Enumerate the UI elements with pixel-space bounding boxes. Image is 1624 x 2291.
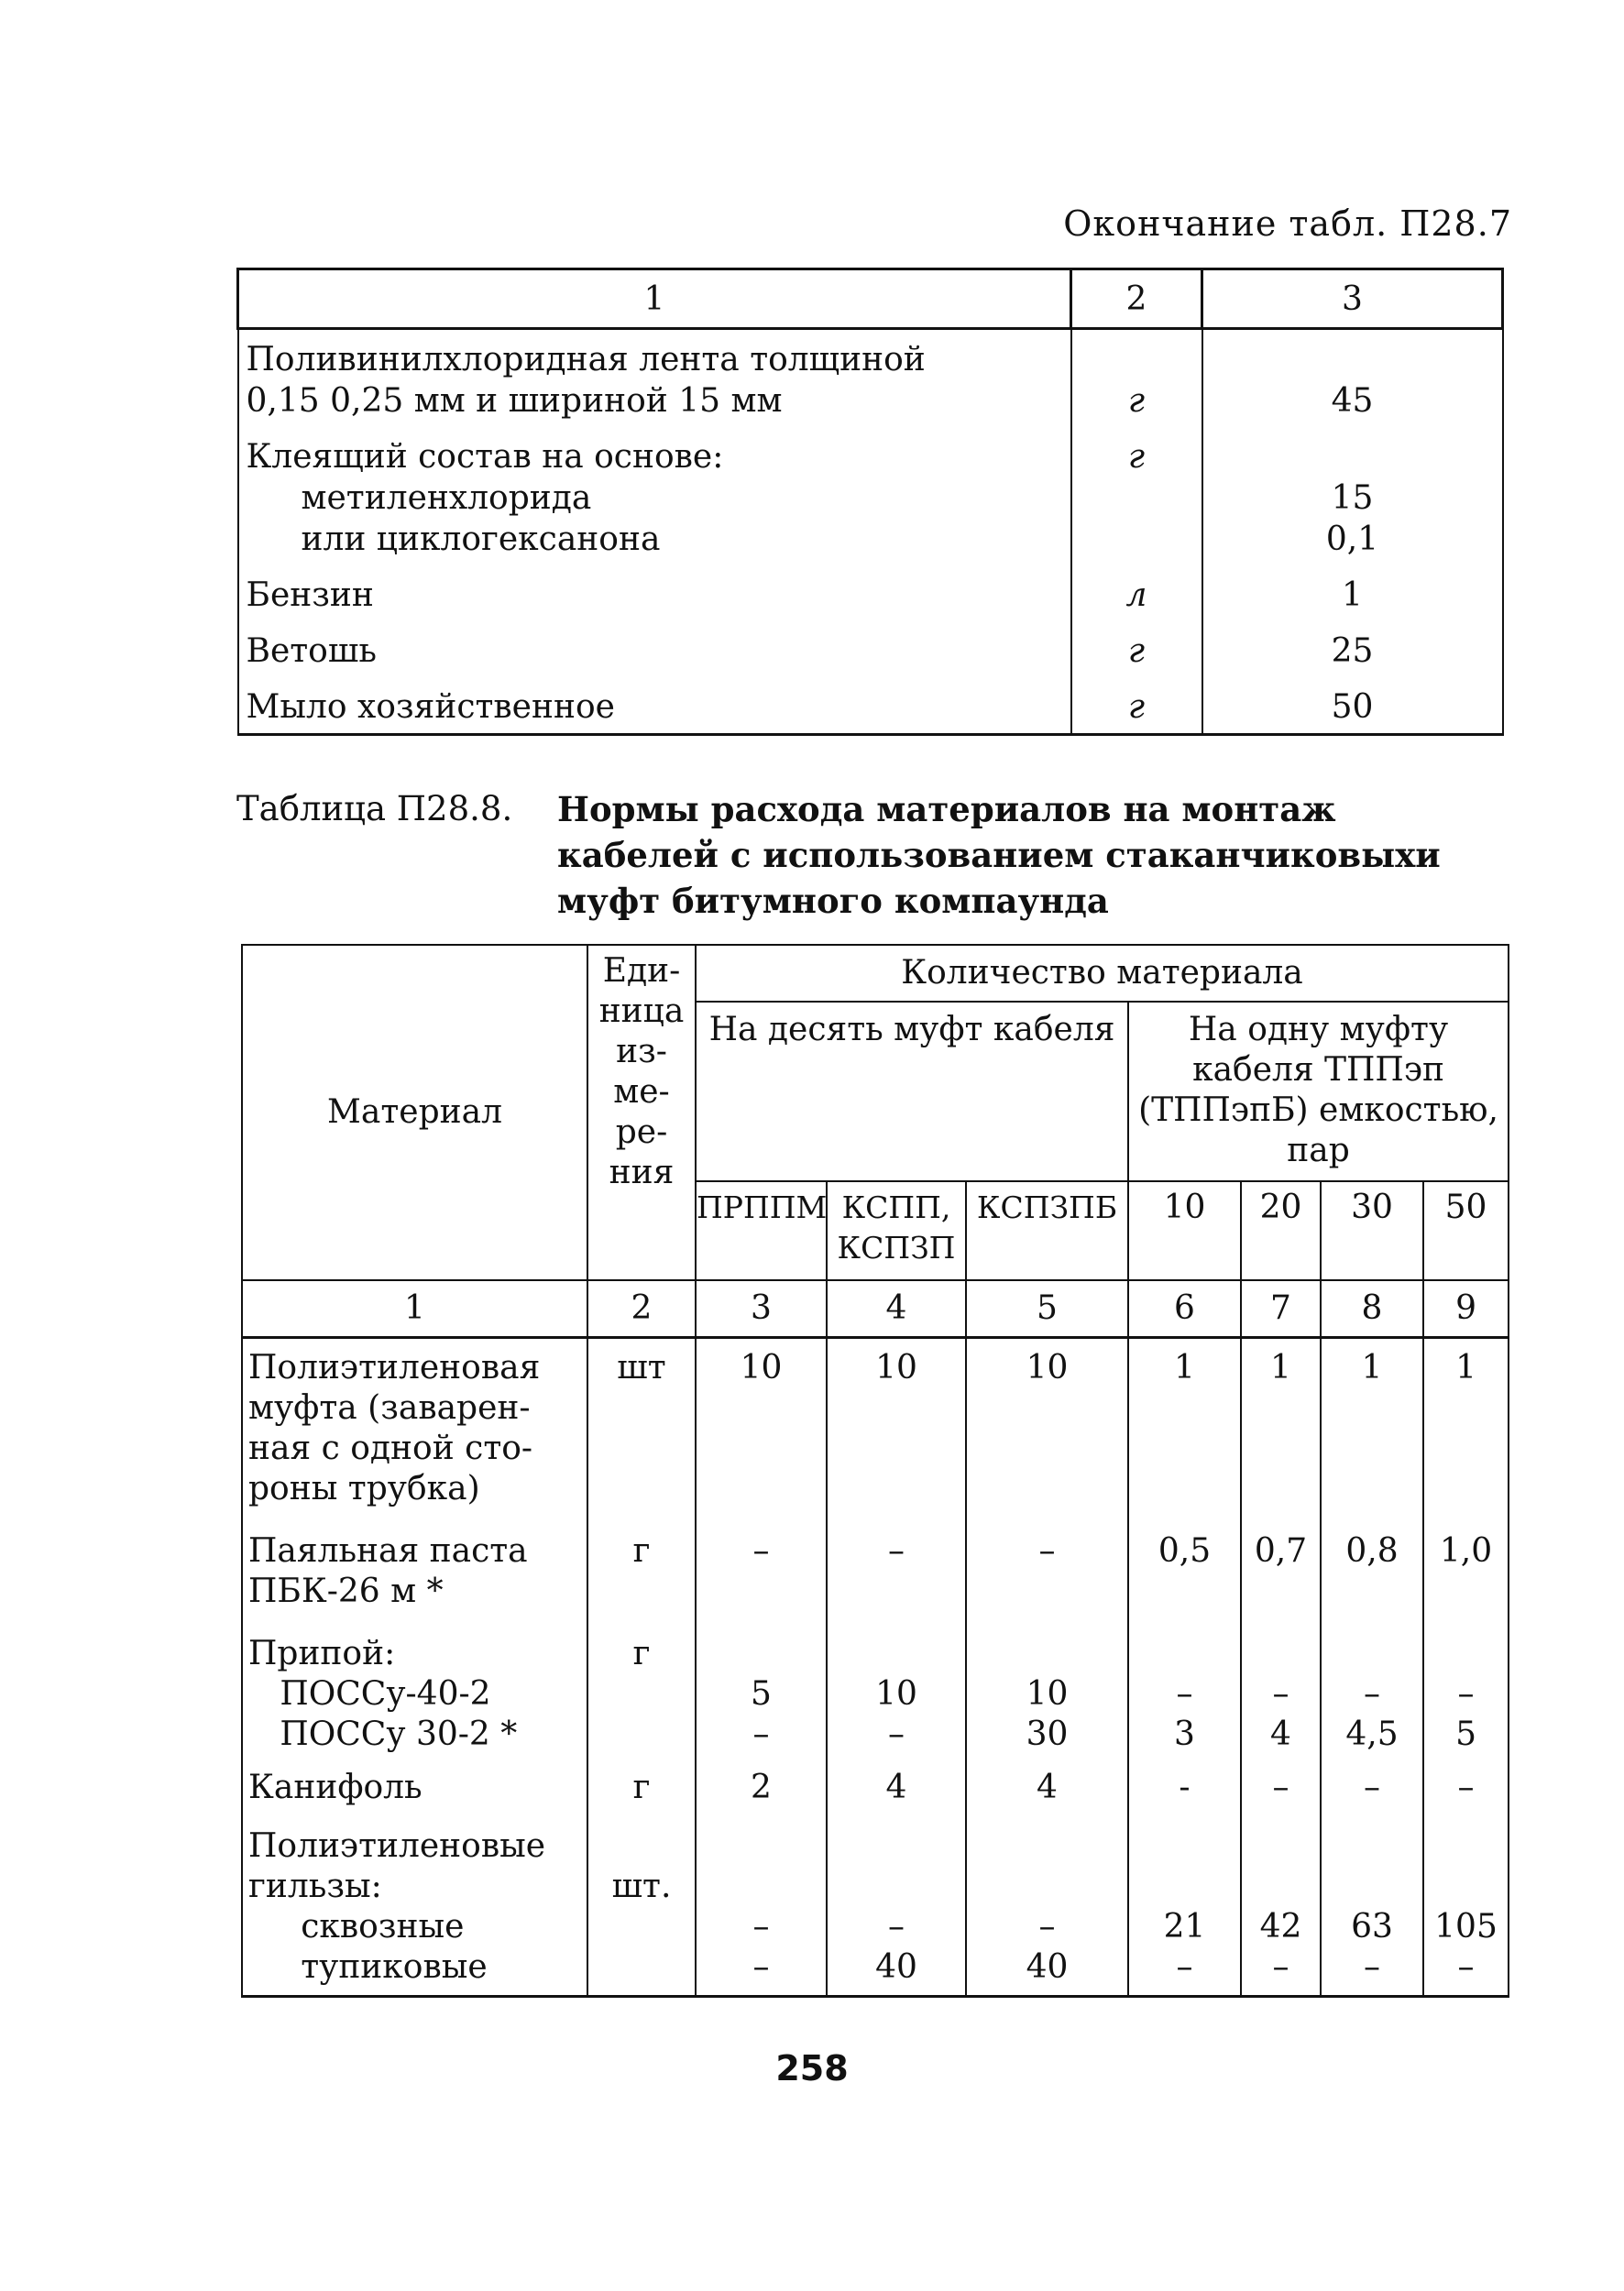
- value-text: 1: [1342, 576, 1363, 614]
- header-sub: 30: [1321, 1181, 1423, 1280]
- table2-label: Таблица П28.8.: [236, 789, 513, 828]
- column-number: 6: [1128, 1280, 1241, 1338]
- table1-row: [238, 560, 1503, 616]
- header-quantity: Количество материала: [696, 945, 1509, 1002]
- value-cell: 4: [885, 1769, 907, 1806]
- header-sub: 10: [1128, 1181, 1241, 1280]
- value-cell: 1: [1270, 1349, 1291, 1387]
- value-cell: [1322, 1634, 1422, 1674]
- row-text: метиленхлорида: [301, 479, 592, 517]
- value-text: 15: [1331, 479, 1374, 517]
- materials-table-continuation: [236, 268, 1504, 736]
- value-cell: 21: [1163, 1908, 1206, 1946]
- table2-row: [242, 1612, 1509, 1755]
- row-text: 0,15 0,25 мм и шириной 15 мм: [246, 382, 783, 420]
- value-cell: [828, 1867, 965, 1907]
- unit-text: г: [1127, 632, 1146, 670]
- value-cell: [828, 1826, 965, 1867]
- unit-text: [588, 1674, 695, 1715]
- value-cell: –: [1364, 1948, 1380, 1986]
- value-cell: [1322, 1826, 1422, 1867]
- header-unit: Еди- ница из- ме- ре- ния: [587, 945, 696, 1280]
- value-cell: [967, 1826, 1127, 1867]
- value-cell: [967, 1634, 1127, 1674]
- value-cell: [1424, 1867, 1508, 1907]
- value-cell: [697, 1867, 826, 1907]
- continuation-caption: Окончание табл. П28.7: [1063, 203, 1512, 244]
- value-cell: [1424, 1826, 1508, 1867]
- material-text: ПОССу 30-2 *: [248, 1716, 518, 1753]
- value-text: 50: [1331, 688, 1374, 726]
- table1-header-col2: 2: [1071, 269, 1202, 329]
- value-cell: 4: [1037, 1769, 1058, 1806]
- value-cell: 105: [1434, 1908, 1498, 1946]
- value-cell: -: [1179, 1769, 1191, 1806]
- material-text: Полиэтиленовая: [248, 1349, 541, 1387]
- table1-row: [238, 329, 1503, 422]
- value-cell: [697, 1826, 826, 1867]
- value-cell: [1242, 1867, 1320, 1907]
- row-text: Ветошь: [246, 632, 377, 670]
- table1-header-row: [238, 269, 1503, 329]
- unit-text: шт: [617, 1349, 666, 1387]
- value-cell: [1129, 1634, 1240, 1674]
- column-number: 9: [1423, 1280, 1509, 1338]
- table2-row: [242, 1509, 1509, 1612]
- value-cell: –: [888, 1716, 905, 1753]
- value-cell: [1322, 1867, 1422, 1907]
- value-text: 45: [1331, 382, 1374, 420]
- material-text: ПБК-26 м *: [248, 1573, 444, 1610]
- header-material: Материал: [242, 945, 587, 1280]
- value-cell: 0,8: [1345, 1532, 1399, 1570]
- column-number: 5: [966, 1280, 1128, 1338]
- value-cell: 10: [875, 1349, 917, 1387]
- value-cell: 1: [1174, 1349, 1195, 1387]
- value-cell: 2: [751, 1769, 772, 1806]
- value-text: 0,1: [1325, 521, 1379, 558]
- value-cell: –: [1272, 1948, 1289, 1986]
- value-text: [1203, 436, 1502, 477]
- unit-text: [588, 1947, 695, 1988]
- row-text: Поливинилхлоридная лента толщиной: [246, 341, 926, 378]
- table2-heading: Нормы расхода материалов на монтаж кабелей с использованием стаканчиковыхи муфт битумного компаунда: [557, 789, 1441, 921]
- value-cell: –: [1364, 1675, 1380, 1713]
- material-text: Паяльная паста: [248, 1532, 528, 1570]
- table1-header-col1: 1: [238, 269, 1071, 329]
- table1-row: [238, 616, 1503, 672]
- material-text: ная с одной сто-: [248, 1430, 533, 1467]
- value-cell: 0,7: [1254, 1532, 1308, 1570]
- value-cell: –: [752, 1948, 770, 1986]
- table2-title: [236, 786, 1510, 924]
- value-cell: [967, 1867, 1127, 1907]
- value-cell: –: [1038, 1532, 1056, 1570]
- unit-text: [588, 1715, 695, 1755]
- unit-text: л: [1125, 576, 1147, 614]
- table1-row: [238, 422, 1503, 560]
- header-sub: ПРППМ: [696, 1181, 827, 1280]
- value-cell: 10: [875, 1675, 917, 1713]
- value-cell: –: [1457, 1769, 1475, 1806]
- value-cell: 1,0: [1439, 1532, 1493, 1570]
- value-cell: 63: [1351, 1908, 1393, 1946]
- unit-text: шт.: [611, 1868, 672, 1905]
- value-cell: [828, 1634, 965, 1674]
- value-cell: 10: [740, 1349, 783, 1387]
- value-cell: [1424, 1634, 1508, 1674]
- value-cell: [1242, 1826, 1320, 1867]
- unit-text: г: [1127, 438, 1146, 476]
- value-text: 25: [1331, 632, 1374, 670]
- material-text: Полиэтиленовые: [248, 1827, 546, 1865]
- value-cell: 40: [1026, 1948, 1069, 1986]
- value-text: [1203, 339, 1502, 380]
- value-cell: –: [888, 1532, 905, 1570]
- material-text: гильзы:: [248, 1868, 382, 1905]
- column-number: 4: [827, 1280, 966, 1338]
- column-number: 1: [242, 1280, 587, 1338]
- header-sub: 50: [1423, 1181, 1509, 1280]
- value-cell: 1: [1455, 1349, 1476, 1387]
- material-text: муфта (заварен-: [248, 1389, 531, 1427]
- column-number: 8: [1321, 1280, 1423, 1338]
- value-cell: –: [1272, 1769, 1289, 1806]
- unit-text: г: [632, 1532, 651, 1570]
- material-text: роны трубка): [248, 1470, 480, 1507]
- table2-row: [242, 1808, 1509, 1997]
- unit-text: г: [1127, 382, 1146, 420]
- value-cell: 4: [1270, 1716, 1291, 1753]
- value-cell: 3: [1174, 1716, 1195, 1753]
- value-cell: 5: [1455, 1716, 1476, 1753]
- row-text: Мыло хозяйственное: [246, 688, 615, 726]
- value-cell: –: [1457, 1675, 1475, 1713]
- value-cell: –: [1176, 1948, 1193, 1986]
- table1-row: [238, 672, 1503, 735]
- value-cell: 30: [1026, 1716, 1069, 1753]
- material-text: сквозные: [248, 1908, 465, 1946]
- value-cell: [1129, 1867, 1240, 1907]
- table2-header-row: [242, 945, 1509, 1002]
- header-sub: КСПЗПБ: [966, 1181, 1128, 1280]
- value-cell: –: [1364, 1769, 1380, 1806]
- table2-row: [242, 1338, 1509, 1510]
- unit-text: г: [1127, 688, 1146, 726]
- unit-text: г: [632, 1635, 651, 1672]
- value-cell: 42: [1259, 1908, 1302, 1946]
- row-text: Клеящий состав на основе:: [246, 438, 724, 476]
- table2-row: [242, 1755, 1509, 1808]
- unit-text: [588, 1826, 695, 1867]
- column-number: 3: [696, 1280, 827, 1338]
- material-text: ПОССу-40-2: [248, 1675, 491, 1713]
- header-sub: КСПП, КСПЗП: [827, 1181, 966, 1280]
- unit-text: [588, 1907, 695, 1947]
- table1-header-col3: 3: [1202, 269, 1503, 329]
- value-cell: –: [752, 1908, 770, 1946]
- value-cell: [1129, 1826, 1240, 1867]
- value-cell: 5: [751, 1675, 772, 1713]
- column-number-row: [242, 1280, 1509, 1338]
- table2-body: [242, 1338, 1509, 1997]
- value-cell: –: [752, 1716, 770, 1753]
- unit-text: [1072, 339, 1202, 380]
- value-cell: –: [888, 1908, 905, 1946]
- value-cell: 4,5: [1345, 1716, 1399, 1753]
- unit-text: г: [632, 1769, 651, 1806]
- value-cell: 10: [1026, 1349, 1069, 1387]
- material-text: Припой:: [248, 1635, 396, 1672]
- materials-norms-table: [241, 944, 1509, 1998]
- page-number: 258: [775, 2048, 849, 2088]
- header-sub: 20: [1241, 1181, 1321, 1280]
- value-cell: 10: [1026, 1675, 1069, 1713]
- value-cell: –: [752, 1532, 770, 1570]
- value-cell: 40: [875, 1948, 917, 1986]
- value-cell: –: [1457, 1948, 1475, 1986]
- value-cell: –: [1176, 1675, 1193, 1713]
- value-cell: –: [1038, 1908, 1056, 1946]
- material-text: Канифоль: [248, 1769, 422, 1806]
- value-cell: [697, 1634, 826, 1674]
- column-number: 7: [1241, 1280, 1321, 1338]
- row-text: или циклогексанона: [301, 521, 661, 558]
- column-number: 2: [587, 1280, 696, 1338]
- value-cell: –: [1272, 1675, 1289, 1713]
- value-cell: 1: [1361, 1349, 1383, 1387]
- value-cell: [1242, 1634, 1320, 1674]
- header-ten-couplings: На десять муфт кабеля: [696, 1002, 1128, 1181]
- material-text: тупиковые: [248, 1948, 488, 1986]
- row-text: Бензин: [246, 576, 374, 614]
- value-cell: 0,5: [1158, 1532, 1212, 1570]
- header-one-coupling: На одну муфту кабеля ТППэп (ТППэпБ) емкостью, пар: [1128, 1002, 1509, 1181]
